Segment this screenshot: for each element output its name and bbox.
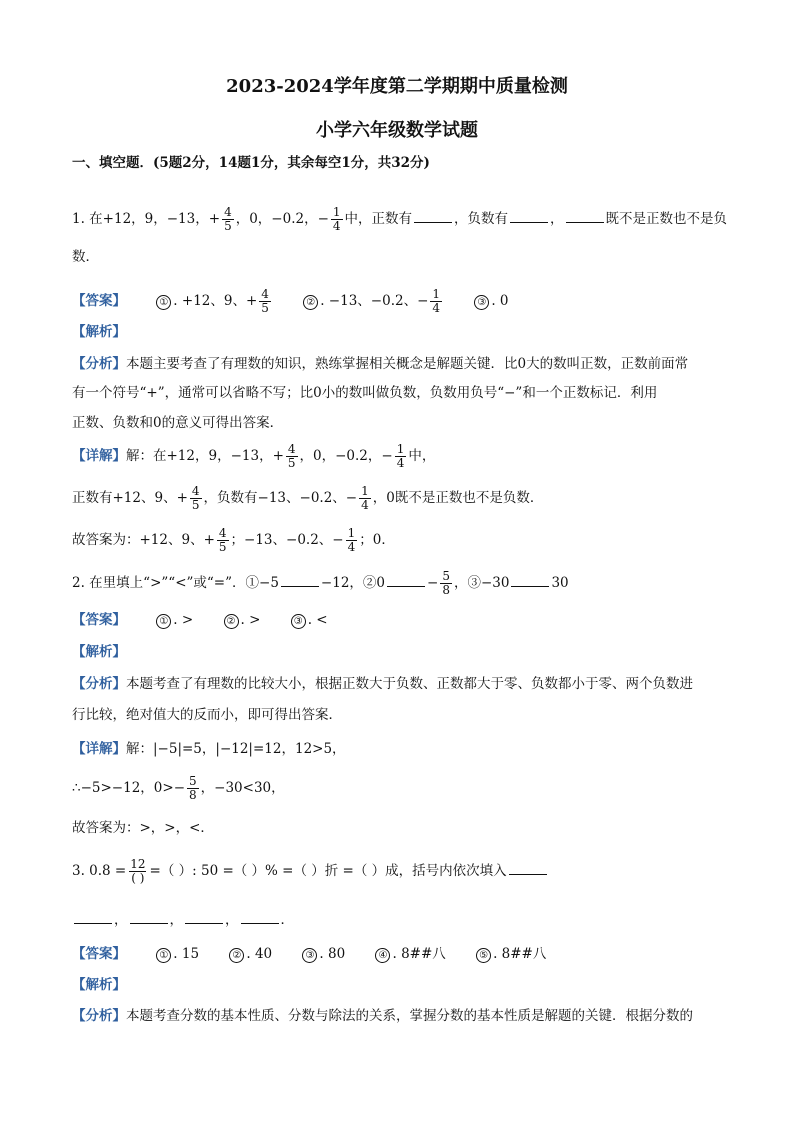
detail-text: ，0，−0.2，−: [299, 448, 393, 465]
q1-text: 1. 在+12，9，−13，: [72, 211, 209, 228]
analysis-text: 本题主要考查了有理数的知识，熟练掌握相关概念是解题关键．比0大的数叫正数，正数前面常: [126, 356, 689, 372]
question-1-cont: 数．: [72, 249, 99, 265]
detail-text: 解：在+12，9，−13，+: [126, 448, 284, 465]
answer-text: . >: [240, 612, 261, 628]
answer-tag: 【答案】: [72, 293, 126, 310]
answer-text: . >: [173, 612, 194, 628]
detail-tag: 【详解】: [72, 741, 126, 757]
q2-text: 2. 在里填上“>”“<”或“=”．①−5: [72, 575, 279, 592]
q3-text: ，: [114, 912, 128, 928]
answer-blank: [387, 574, 425, 587]
q1-text: 既不是正数也不是负: [605, 211, 728, 228]
detail-text: 故答案为：+12、9、+: [72, 532, 215, 549]
fraction: $\frac{1}{4}$: [347, 526, 356, 555]
answer-text: . −13、−0.2、−: [320, 293, 429, 310]
fraction: $\frac{5}{8}$: [442, 569, 450, 598]
page-subtitle: 小学六年级数学试题: [316, 120, 478, 141]
circle-number: ②: [229, 948, 244, 963]
answer-text: . 0: [491, 293, 509, 310]
fraction: $\frac{12}{( )}$: [130, 857, 146, 886]
fraction: $\frac{1}{4}$: [396, 442, 405, 471]
answer-text: . 8##八: [493, 946, 547, 962]
answer-blank: [130, 911, 168, 924]
answer-text: . 80: [319, 946, 346, 962]
detail-text: ，负数有−13、−0.2、−: [203, 490, 358, 507]
circle-number: ③: [302, 948, 317, 963]
q1-plus: +: [208, 211, 221, 228]
detail-1-line1: [72, 443, 722, 470]
fraction: $\frac{1}{4}$: [432, 287, 441, 316]
analysis-text: 本题考查了有理数的比较大小，根据正数大于负数、正数都大于零、负数都小于零、两个负数进: [126, 676, 693, 692]
detail-text: ∴−5>−12，0>−: [72, 780, 186, 797]
analysis-3-line1: [72, 1004, 722, 1024]
detail-tag: 【详解】: [72, 448, 126, 465]
circle-number: ③: [474, 295, 489, 310]
fraction: $\frac{5}{8}$: [189, 774, 197, 803]
analysis-tag: 【分析】: [72, 356, 126, 372]
circle-number: ②: [224, 614, 239, 629]
q1-text: ，0，−0.2，: [235, 211, 318, 228]
circle-number: ①: [156, 295, 171, 310]
question-1: [72, 205, 728, 234]
q2-text: −: [427, 575, 439, 592]
detail-2-line2: [72, 775, 722, 802]
q2-text: 30: [551, 575, 569, 592]
circle-number: ③: [291, 614, 306, 629]
analysis-1-line1: [72, 352, 722, 372]
fraction: $\frac{1}{4}$: [332, 205, 341, 234]
detail-text: 解：|−5|=5，|−12|=12，12>5，: [126, 741, 346, 757]
analysis-2-line2: 行比较，绝对值大的反而小，即可得出答案．: [72, 707, 342, 723]
circle-number: ⑤: [476, 948, 491, 963]
answer-tag: 【答案】: [72, 612, 126, 628]
answer-blank: [241, 911, 279, 924]
page-title: 2023-2024学年度第二学期期中质量检测: [226, 76, 568, 97]
analysis-tag: 【分析】: [72, 676, 126, 692]
analysis-2-line1: [72, 672, 722, 692]
detail-1-line2: [72, 485, 722, 512]
section-heading: 一、填空题．(5题2分，14题1分，其余每空1分，共32分): [72, 155, 430, 171]
circle-number: ④: [375, 948, 390, 963]
detail-text: ，−30<30，: [200, 780, 285, 797]
question-2: [72, 570, 722, 597]
answer-blank: [509, 862, 547, 875]
analysis-tag: 【分析】: [72, 1008, 126, 1024]
answer-text: . 8##八: [392, 946, 446, 962]
detail-text: 中，: [408, 448, 436, 465]
answer-text: . 40: [246, 946, 273, 962]
jiexi-tag: 【解析】: [72, 324, 126, 340]
jiexi-tag: 【解析】: [72, 644, 126, 660]
fraction: $\frac{4}{5}$: [224, 205, 232, 234]
answer-text: . +12、9、+: [173, 293, 258, 310]
answer-blank: [511, 574, 549, 587]
answer-3: [72, 942, 722, 963]
detail-text: ；0．: [359, 532, 395, 549]
fraction: $\frac{4}{5}$: [218, 526, 227, 555]
answer-blank: [414, 210, 452, 223]
question-3: [72, 858, 722, 885]
analysis-1-line3: 正数、负数和0的意义可得出答案．: [72, 415, 284, 431]
q1-text: ，: [550, 211, 564, 228]
detail-text: 正数有+12、9、+: [72, 490, 188, 507]
answer-blank: [281, 574, 319, 587]
q2-text: −12，②0: [320, 575, 386, 592]
answer-blank: [510, 210, 548, 223]
circle-number: ②: [303, 295, 318, 310]
answer-tag: 【答案】: [72, 946, 126, 962]
detail-text: ，0既不是正数也不是负数．: [372, 490, 544, 507]
q1-text: ，负数有: [454, 211, 509, 228]
fraction: $\frac{4}{5}$: [261, 287, 269, 316]
fraction: $\frac{4}{5}$: [287, 442, 296, 471]
answer-blank: [185, 911, 223, 924]
q3-text: ，: [169, 912, 183, 928]
answer-text: . 15: [173, 946, 200, 962]
answer-blank: [74, 911, 112, 924]
circle-number: ①: [156, 614, 171, 629]
analysis-text: 本题考查分数的基本性质、分数与除法的关系，掌握分数的基本性质是解题的关键．根据分数的: [126, 1008, 693, 1024]
detail-text: ；−13、−0.2、−: [230, 532, 344, 549]
fraction: $\frac{4}{5}$: [191, 484, 200, 513]
question-3-cont: ， ， ， ．: [72, 908, 722, 928]
detail-2-line3: 故答案为：>，>，<．: [72, 820, 214, 836]
detail-1-line3: [72, 527, 722, 554]
answer-text: . <: [307, 612, 328, 628]
q3-text: 3. 0.8 =: [72, 863, 127, 880]
detail-2-line1: [72, 737, 722, 757]
q1-text: 中，正数有: [344, 211, 413, 228]
q3-text: =（ ）: 50 =（ ）% =（ ）折 =（ ）成，括号内依次填入: [149, 863, 507, 880]
fraction: $\frac{1}{4}$: [361, 484, 369, 513]
answer-2: [72, 608, 722, 629]
answer-blank: [566, 210, 604, 223]
analysis-1-line2: 有一个符号“+”，通常可以省略不写；比0小的数叫做负数，负数用负号“−”和一个正数标记．利用: [72, 385, 658, 401]
q3-text: ，: [225, 912, 239, 928]
circle-number: ①: [156, 948, 171, 963]
q2-text: ，③−30: [453, 575, 510, 592]
q1-minus: −: [317, 211, 329, 228]
answer-1: [72, 288, 722, 315]
jiexi-tag: 【解析】: [72, 977, 126, 993]
